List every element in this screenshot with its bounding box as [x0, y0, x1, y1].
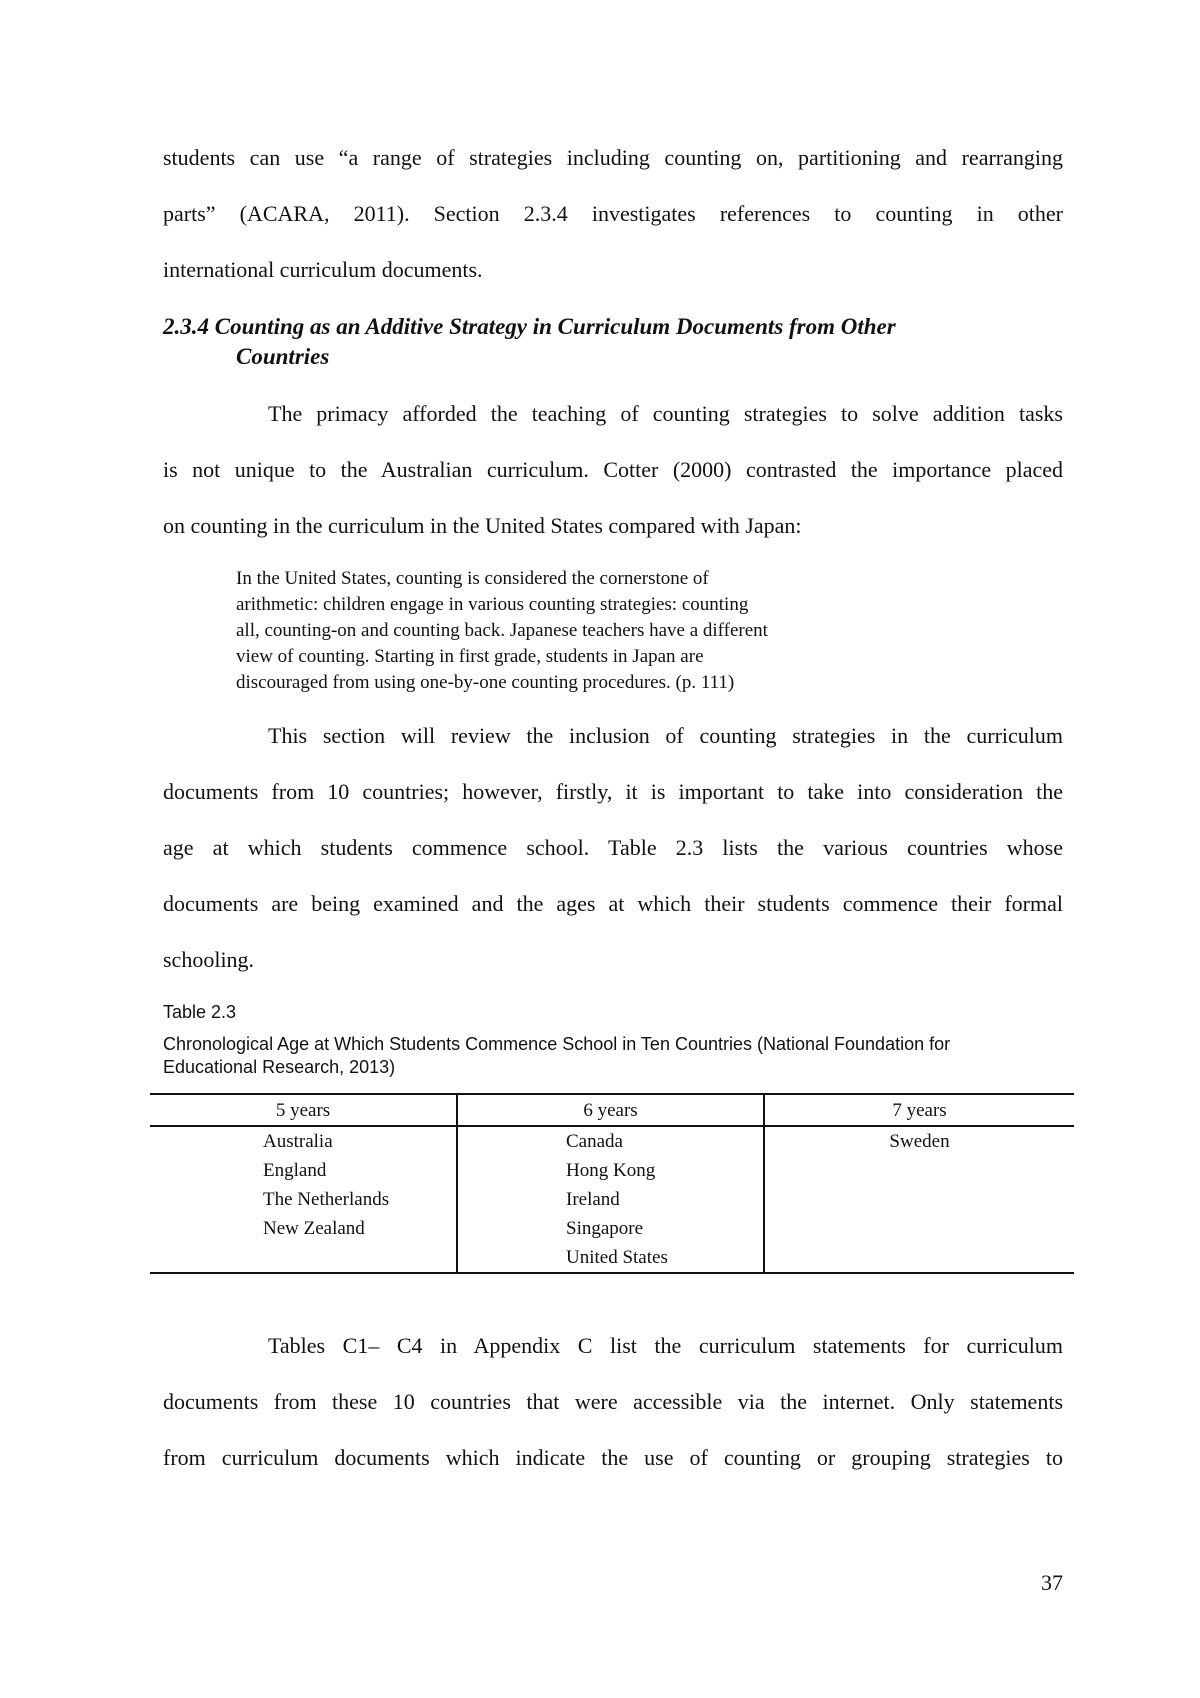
- text-line: schooling.: [163, 947, 255, 972]
- country-cell: Sweden: [889, 1131, 950, 1152]
- text-line: is not unique to the Australian curriculum. Cotter (2000) contrasted the importance placed: [163, 457, 1063, 482]
- country-cell: Singapore: [566, 1218, 644, 1239]
- table-label: Table 2.3: [163, 1002, 237, 1022]
- country-cell: New Zealand: [263, 1218, 365, 1239]
- paragraph-cotter: [163, 386, 1063, 554]
- age-table: [150, 1093, 1074, 1274]
- text-line: from curriculum documents which indicate the use of counting or grouping strategies to: [163, 1445, 1063, 1470]
- text-line: The primacy afforded the teaching of counting strategies to solve addition tasks: [268, 401, 1063, 426]
- text-line: Tables C1– C4 in Appendix C list the curriculum statements for curriculum: [268, 1333, 1063, 1358]
- heading-line-1: 2.3.4 Counting as an Additive Strategy in Curriculum Documents from Other: [163, 314, 896, 339]
- country-cell: Canada: [566, 1131, 623, 1152]
- header-5-years: 5 years: [150, 1094, 457, 1126]
- country-cell: The Netherlands: [263, 1189, 390, 1210]
- paragraph-review: [163, 708, 1063, 988]
- text-line: on counting in the curriculum in the United States compared with Japan:: [163, 513, 802, 538]
- table-header-row: [150, 1094, 1074, 1126]
- column-6-years: [457, 1126, 764, 1273]
- text-line: documents are being examined and the ages at which their students commence their formal: [163, 891, 1063, 916]
- text-line: This section will review the inclusion of counting strategies in the curriculum: [268, 723, 1063, 748]
- country-cell: Ireland: [566, 1189, 620, 1210]
- quote-line: arithmetic: children engage in various counting strategies: counting: [236, 594, 749, 615]
- page-number: 37: [1041, 1570, 1063, 1595]
- quote-line: view of counting. Starting in first grade, students in Japan are: [236, 646, 704, 667]
- text-line: documents from 10 countries; however, firstly, it is important to take into consideration the: [163, 779, 1063, 804]
- country-cell: Australia: [263, 1131, 333, 1152]
- table-caption-line-1: Chronological Age at Which Students Commence School in Ten Countries (National Foundation for: [163, 1034, 951, 1054]
- header-7-years: 7 years: [764, 1094, 1074, 1126]
- text-line: parts” (ACARA, 2011). Section 2.3.4 investigates references to counting in other: [163, 201, 1063, 226]
- text-line: documents from these 10 countries that were accessible via the internet. Only statements: [163, 1389, 1063, 1414]
- table-body-row: [150, 1126, 1074, 1273]
- quote-line: discouraged from using one-by-one counting procedures. (p. 111): [236, 672, 735, 693]
- quote-line: all, counting-on and counting back. Japanese teachers have a different: [236, 620, 768, 641]
- country-cell: Hong Kong: [566, 1160, 656, 1181]
- paragraph-intro: [163, 130, 1063, 298]
- column-5-years: [150, 1126, 457, 1273]
- header-6-years: 6 years: [457, 1094, 764, 1126]
- table-caption-block: [163, 1000, 1063, 1079]
- table-caption-line-2: Educational Research, 2013): [163, 1057, 396, 1077]
- block-quote: [236, 566, 876, 696]
- section-heading: [163, 312, 1063, 372]
- text-line: students can use “a range of strategies including counting on, partitioning and rearranging: [163, 145, 1063, 170]
- quote-line: In the United States, counting is considered the cornerstone of: [236, 568, 709, 589]
- text-line: international curriculum documents.: [163, 257, 483, 282]
- country-cell: United States: [566, 1247, 668, 1268]
- column-7-years: [764, 1126, 1074, 1273]
- country-cell: England: [263, 1160, 327, 1181]
- text-line: age at which students commence school. Table 2.3 lists the various countries whose: [163, 835, 1063, 860]
- heading-line-2: Countries: [236, 344, 330, 369]
- paragraph-appendix: [163, 1318, 1063, 1486]
